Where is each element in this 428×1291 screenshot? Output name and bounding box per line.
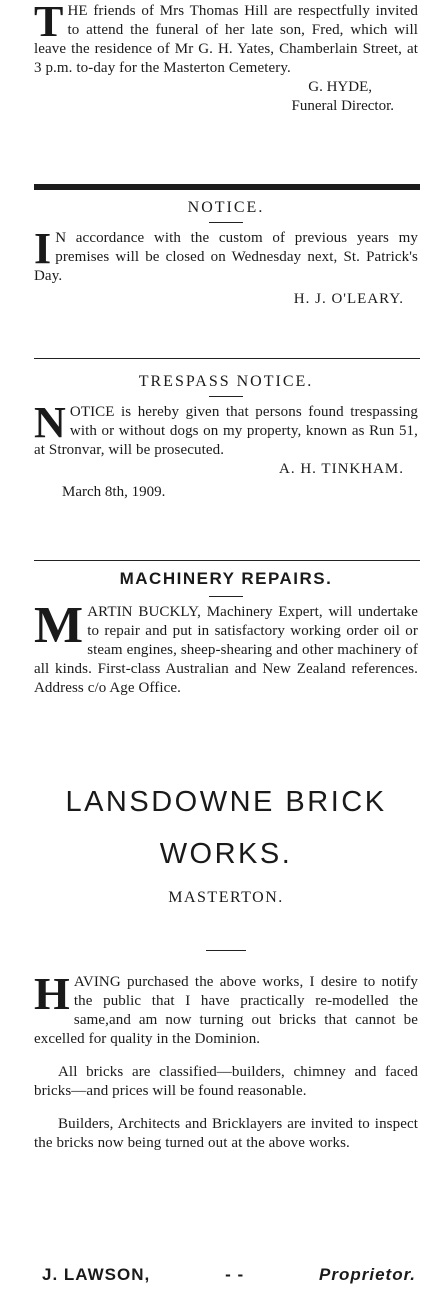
short-divider bbox=[206, 950, 246, 951]
section-divider bbox=[34, 560, 420, 561]
funeral-signer-title: Funeral Director. bbox=[291, 98, 394, 114]
brickworks-title-line2: WORKS. bbox=[159, 838, 293, 870]
machinery-heading: MACHINERY REPAIRS. bbox=[119, 569, 333, 588]
notice-ad bbox=[34, 198, 418, 309]
short-divider bbox=[209, 596, 243, 597]
trespass-signer: A. H. TINKHAM. bbox=[279, 461, 404, 477]
funeral-dropcap: T bbox=[34, 0, 64, 46]
thick-divider bbox=[34, 184, 420, 190]
proprietor-title: Proprietor. bbox=[319, 1265, 416, 1284]
brickworks-ad bbox=[34, 780, 418, 1153]
short-divider bbox=[209, 222, 243, 223]
proprietor-dashes: - - bbox=[225, 1265, 245, 1284]
machinery-ad bbox=[34, 568, 418, 698]
funeral-text: HE friends of Mrs Thomas Hill are respectfully invited to attend the funeral of her late son, Fred, which will leave the residence of Mr G. H. Yates, Chamberlain Street, at 3 p.m. to-day for the Masterton Cemetery. bbox=[34, 3, 418, 76]
brickworks-location: MASTERTON. bbox=[168, 889, 284, 906]
brickworks-para1 bbox=[34, 968, 418, 1049]
notice-text: N accordance with the custom of previous years my premises will be closed on Wednesday next, St. Patrick's Day. bbox=[34, 230, 418, 284]
trespass-notice bbox=[34, 372, 418, 502]
brickworks-dropcap: H bbox=[34, 968, 70, 1019]
trespass-date: March 8th, 1909. bbox=[62, 484, 166, 500]
machinery-body bbox=[34, 597, 418, 698]
short-divider bbox=[209, 396, 243, 397]
brickworks-para1-text: AVING purchased the above works, I desire to notify the public that I have practically re-modelled the same,and am now turning out bricks that cannot be excelled for quality in the Dominion. bbox=[34, 974, 418, 1047]
notice-heading: NOTICE. bbox=[187, 199, 265, 216]
funeral-signer: G. HYDE, bbox=[308, 79, 372, 95]
machinery-text: ARTIN BUCKLY, Machinery Expert, will undertake to repair and put in satisfactory working order oil or steam engines, sheep-shearing and other machinery of all kinds. First-class Australian and New Zealand references. Address c/o Age Office. bbox=[34, 604, 418, 696]
funeral-notice bbox=[34, 2, 418, 116]
trespass-body bbox=[34, 398, 418, 460]
notice-dropcap: I bbox=[34, 224, 52, 273]
trespass-heading: TRESPASS NOTICE. bbox=[138, 373, 314, 390]
trespass-dropcap: N bbox=[34, 398, 66, 447]
brickworks-para3: Builders, Architects and Bricklayers are invited to inspect the bricks now being turned out at the above works. bbox=[34, 1116, 418, 1151]
section-divider bbox=[34, 358, 420, 359]
brickworks-para2: All bricks are classified—builders, chimney and faced bricks—and prices will be found reasonable. bbox=[34, 1064, 418, 1099]
proprietor-name: J. LAWSON, bbox=[42, 1265, 151, 1284]
brickworks-proprietor bbox=[42, 1265, 416, 1285]
brickworks-title-line1: LANSDOWNE BRICK bbox=[65, 786, 387, 818]
notice-signer: H. J. O'LEARY. bbox=[293, 291, 404, 307]
funeral-notice-body bbox=[34, 2, 418, 78]
trespass-text: OTICE is hereby given that persons found trespassing with or without dogs on my property, known as Run 51, at Stronvar, will be prosecuted. bbox=[34, 404, 418, 458]
notice-body bbox=[34, 224, 418, 286]
machinery-dropcap: M bbox=[34, 597, 84, 654]
